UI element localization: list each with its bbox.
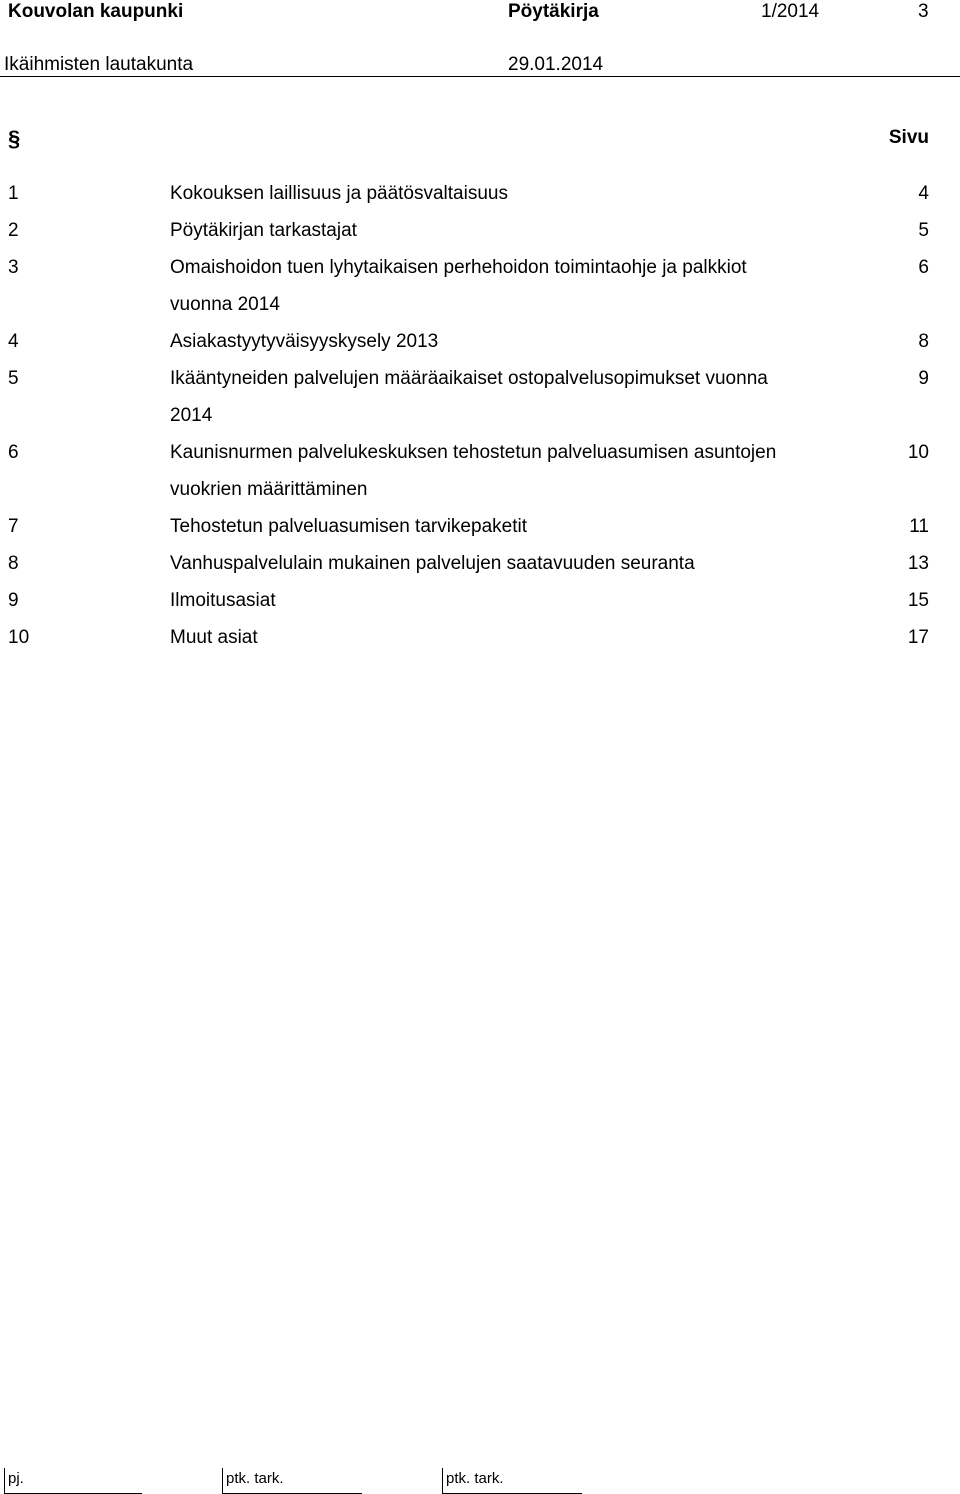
toc-item-number: 7 <box>8 516 19 537</box>
toc-item-number: 1 <box>8 183 19 204</box>
toc-item-title: Tehostetun palveluasumisen tarvikepaketit <box>170 516 527 537</box>
toc-item[interactable] <box>0 545 960 582</box>
toc-item-number: 10 <box>8 627 30 648</box>
toc-item-number: 9 <box>8 590 19 611</box>
toc-item-page: 6 <box>918 257 929 278</box>
toc-item-page: 8 <box>918 331 929 352</box>
header-divider <box>0 76 960 77</box>
checker1-signature-field <box>222 1468 362 1494</box>
chair-signature-field <box>4 1468 142 1494</box>
toc-item-number: 8 <box>8 553 19 574</box>
toc-item-title: Ilmoitusasiat <box>170 590 276 611</box>
toc-item[interactable] <box>0 360 960 434</box>
org-name: Kouvolan kaupunki <box>8 1 184 22</box>
toc-item-number: 6 <box>8 442 19 463</box>
toc-item-page: 15 <box>907 590 929 611</box>
checker2-signature-label: ptk. tark. <box>446 1470 504 1487</box>
toc-item-page: 17 <box>907 627 929 648</box>
page-column-label: Sivu <box>888 127 929 148</box>
toc-item[interactable] <box>0 323 960 360</box>
toc-item-title: Pöytäkirjan tarkastajat <box>170 220 357 241</box>
toc-item[interactable] <box>0 249 960 323</box>
toc-item-title: Kokouksen laillisuus ja päätösvaltaisuus <box>170 183 508 204</box>
toc-item-page: 9 <box>918 368 929 389</box>
toc-item[interactable] <box>0 582 960 619</box>
toc-item[interactable] <box>0 175 960 212</box>
toc-item-number: 4 <box>8 331 19 352</box>
toc-item-page: 10 <box>907 442 929 463</box>
page-number: 3 <box>918 1 929 22</box>
toc-item-title: Vanhuspalvelulain mukainen palvelujen saatavuuden seuranta <box>170 553 695 574</box>
section-symbol-icon: § <box>8 126 21 151</box>
table-of-contents <box>0 175 960 656</box>
toc-item-title: Muut asiat <box>170 627 258 648</box>
doc-number: 1/2014 <box>761 1 820 22</box>
meeting-date: 29.01.2014 <box>508 54 604 75</box>
toc-item-page: 13 <box>907 553 929 574</box>
doc-type: Pöytäkirja <box>508 1 599 22</box>
toc-item-number: 5 <box>8 368 19 389</box>
toc-item[interactable] <box>0 508 960 545</box>
chair-signature-label: pj. <box>8 1470 24 1487</box>
committee-name: Ikäihmisten lautakunta <box>4 54 194 75</box>
toc-item-page: 5 <box>918 220 929 241</box>
toc-item-number: 3 <box>8 257 19 278</box>
toc-item-page: 11 <box>909 516 929 537</box>
checker2-signature-field <box>442 1468 582 1494</box>
checker1-signature-label: ptk. tark. <box>226 1470 284 1487</box>
toc-item-page: 4 <box>918 183 929 204</box>
toc-item[interactable] <box>0 212 960 249</box>
toc-item-number: 2 <box>8 220 19 241</box>
toc-item-title: Asiakastyytyväisyyskysely 2013 <box>170 331 439 352</box>
toc-item[interactable] <box>0 434 960 508</box>
toc-item[interactable] <box>0 619 960 656</box>
toc-item-title: Kaunisnurmen palvelukeskuksen tehostetun palveluasumisen asuntojen vuokrien määrittäminen <box>170 442 777 500</box>
toc-item-title: Omaishoidon tuen lyhytaikaisen perhehoidon toimintaohje ja palkkiot vuonna 2014 <box>170 257 747 315</box>
toc-item-title: Ikääntyneiden palvelujen määräaikaiset ostopalvelusopimukset vuonna 2014 <box>170 368 768 426</box>
